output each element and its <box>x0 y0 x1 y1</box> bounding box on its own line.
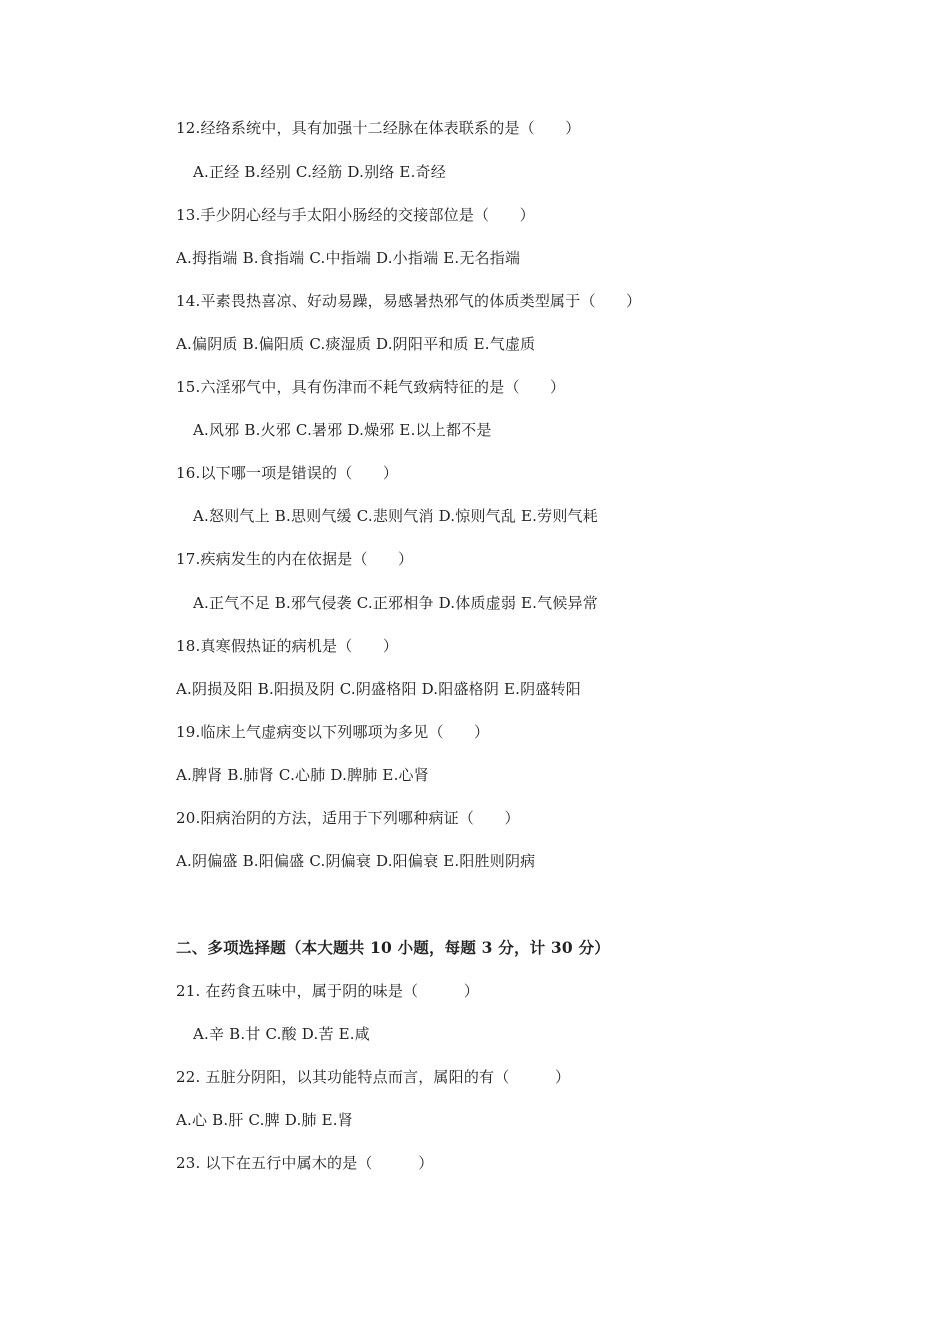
question-14-stem: 14.平素畏热喜凉、好动易躁，易感暑热邪气的体质类型属于（ ） <box>176 292 642 310</box>
question-21-options: A.辛 B.甘 C.酸 D.苦 E.咸 <box>193 1025 370 1043</box>
section-heading: 二、多项选择题（本大题共 10 小题，每题 3 分，计 30 分） <box>176 938 610 957</box>
question-12-options: A.正经 B.经别 C.经筋 D.别络 E.奇经 <box>193 163 446 181</box>
question-22-options: A.心 B.肝 C.脾 D.肺 E.肾 <box>176 1111 353 1129</box>
question-22-stem: 22. 五脏分阴阳，以其功能特点而言，属阳的有（ ） <box>176 1068 571 1086</box>
question-20-stem: 20.阳病治阴的方法，适用于下列哪种病证（ ） <box>176 809 520 827</box>
question-16-options: A.怒则气上 B.思则气缓 C.悲则气消 D.惊则气乱 E.劳则气耗 <box>193 507 598 525</box>
question-18-options: A.阴损及阳 B.阳损及阴 C.阴盛格阳 D.阳盛格阴 E.阴盛转阳 <box>176 680 581 698</box>
question-12-stem: 12.经络系统中，具有加强十二经脉在体表联系的是（ ） <box>176 119 581 137</box>
question-18-stem: 18.真寒假热证的病机是（ ） <box>176 637 399 655</box>
question-19-options: A.脾肾 B.肺肾 C.心肺 D.脾肺 E.心肾 <box>176 766 429 784</box>
question-21-stem: 21. 在药食五味中，属于阴的味是（ ） <box>176 982 480 1000</box>
question-13-stem: 13.手少阴心经与手太阳小肠经的交接部位是（ ） <box>176 206 535 224</box>
question-15-stem: 15.六淫邪气中，具有伤津而不耗气致病特征的是（ ） <box>176 378 566 396</box>
question-20-options: A.阴偏盛 B.阳偏盛 C.阴偏衰 D.阳偏衰 E.阳胜则阴病 <box>176 852 536 870</box>
question-15-options: A.风邪 B.火邪 C.暑邪 D.燥邪 E.以上都不是 <box>193 421 492 439</box>
question-17-stem: 17.疾病发生的内在依据是（ ） <box>176 550 414 568</box>
question-13-options: A.拇指端 B.食指端 C.中指端 D.小指端 E.无名指端 <box>176 249 521 267</box>
question-14-options: A.偏阴质 B.偏阳质 C.痰湿质 D.阴阳平和质 E.气虚质 <box>176 335 536 353</box>
question-19-stem: 19.临床上气虚病变以下列哪项为多见（ ） <box>176 723 490 741</box>
question-16-stem: 16.以下哪一项是错误的（ ） <box>176 464 399 482</box>
question-17-options: A.正气不足 B.邪气侵袭 C.正邪相争 D.体质虚弱 E.气候异常 <box>193 594 598 612</box>
question-23-stem: 23. 以下在五行中属木的是（ ） <box>176 1154 434 1172</box>
